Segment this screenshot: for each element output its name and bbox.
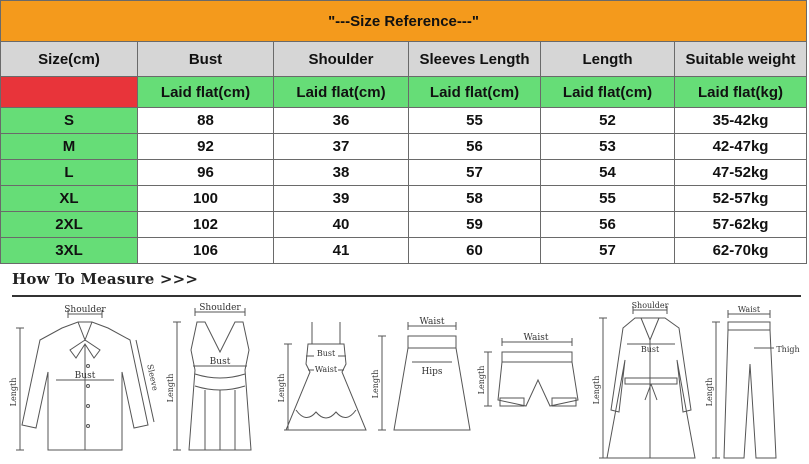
trench-coat-diagram <box>592 300 703 462</box>
table-row <box>1 186 807 212</box>
blouse-diagram <box>10 300 160 462</box>
sleeves-cell: 55 <box>409 108 541 134</box>
table-row <box>1 238 807 264</box>
length-cell: 56 <box>541 212 675 238</box>
bust-label: Bust <box>316 349 336 358</box>
sleeves-cell: 57 <box>409 160 541 186</box>
table-row <box>1 160 807 186</box>
size-cell: XL <box>1 186 138 212</box>
bust-cell: 88 <box>138 108 274 134</box>
header-length: Length <box>541 42 675 77</box>
table-title: "---Size Reference---" <box>1 1 807 42</box>
waist-label: Waist <box>314 365 338 374</box>
hips-label: Hips <box>421 367 443 377</box>
sleeves-cell: 59 <box>409 212 541 238</box>
waist-label: Waist <box>737 305 761 314</box>
table-row <box>1 212 807 238</box>
length-label: Length <box>592 375 601 405</box>
length-cell: 57 <box>541 238 675 264</box>
bust-cell: 102 <box>138 212 274 238</box>
bust-label: Bust <box>209 357 231 367</box>
subheader-row <box>1 77 807 108</box>
shorts-diagram <box>478 300 588 462</box>
length-label: Length <box>477 365 486 395</box>
trousers-diagram <box>704 300 804 462</box>
bust-cell: 100 <box>138 186 274 212</box>
header-bust: Bust <box>138 42 274 77</box>
thigh-label: Thigh <box>776 345 800 354</box>
length-cell: 54 <box>541 160 675 186</box>
header-sleeves-length: Sleeves Length <box>409 42 541 77</box>
length-label: Length <box>277 373 286 403</box>
length-label: Length <box>371 369 380 399</box>
sleeves-cell: 56 <box>409 134 541 160</box>
weight-cell: 57-62kg <box>675 212 807 238</box>
how-to-measure-section <box>0 262 809 464</box>
bust-cell: 92 <box>138 134 274 160</box>
table-row <box>1 134 807 160</box>
size-cell: 2XL <box>1 212 138 238</box>
weight-cell: 47-52kg <box>675 160 807 186</box>
shoulder-label: Shoulder <box>64 305 106 315</box>
sleeves-cell: 60 <box>409 238 541 264</box>
weight-cell: 35-42kg <box>675 108 807 134</box>
header-row <box>1 42 807 77</box>
length-label: Length <box>166 373 175 403</box>
size-cell: 3XL <box>1 238 138 264</box>
strap-dress-diagram <box>276 300 371 462</box>
length-label: Length <box>9 377 18 407</box>
heading-underline <box>12 295 801 297</box>
subheader-shoulder-unit: Laid flat(cm) <box>274 77 409 108</box>
shoulder-cell: 40 <box>274 212 409 238</box>
length-cell: 55 <box>541 186 675 212</box>
size-cell: M <box>1 134 138 160</box>
tank-top-diagram <box>165 300 265 462</box>
shoulder-label: Shoulder <box>631 301 669 310</box>
subheader-bust-unit: Laid flat(cm) <box>138 77 274 108</box>
header-size: Size(cm) <box>1 42 138 77</box>
bust-label: Bust <box>74 371 96 381</box>
shoulder-cell: 36 <box>274 108 409 134</box>
header-shoulder: Shoulder <box>274 42 409 77</box>
shoulder-cell: 38 <box>274 160 409 186</box>
sleeve-label: Sleeve <box>145 363 160 392</box>
size-cell: S <box>1 108 138 134</box>
bust-label: Bust <box>640 345 660 354</box>
bust-cell: 96 <box>138 160 274 186</box>
subheader-length-unit: Laid flat(cm) <box>541 77 675 108</box>
skirt-diagram <box>372 300 472 462</box>
table-row <box>1 108 807 134</box>
bust-cell: 106 <box>138 238 274 264</box>
length-cell: 52 <box>541 108 675 134</box>
header-suitable-weight: Suitable weight <box>675 42 807 77</box>
subheader-sleeves-unit: Laid flat(cm) <box>409 77 541 108</box>
length-cell: 53 <box>541 134 675 160</box>
weight-cell: 62-70kg <box>675 238 807 264</box>
weight-cell: 52-57kg <box>675 186 807 212</box>
weight-cell: 42-47kg <box>675 134 807 160</box>
size-cell: L <box>1 160 138 186</box>
subheader-weight-unit: Laid flat(kg) <box>675 77 807 108</box>
waist-label: Waist <box>523 333 549 343</box>
how-to-measure-heading: How To Measure >>> <box>12 270 199 288</box>
shoulder-cell: 39 <box>274 186 409 212</box>
subheader-corner <box>1 77 138 108</box>
shoulder-cell: 37 <box>274 134 409 160</box>
length-label: Length <box>705 377 714 407</box>
sleeves-cell: 58 <box>409 186 541 212</box>
waist-label: Waist <box>419 317 445 327</box>
shoulder-label: Shoulder <box>199 303 241 313</box>
shoulder-cell: 41 <box>274 238 409 264</box>
